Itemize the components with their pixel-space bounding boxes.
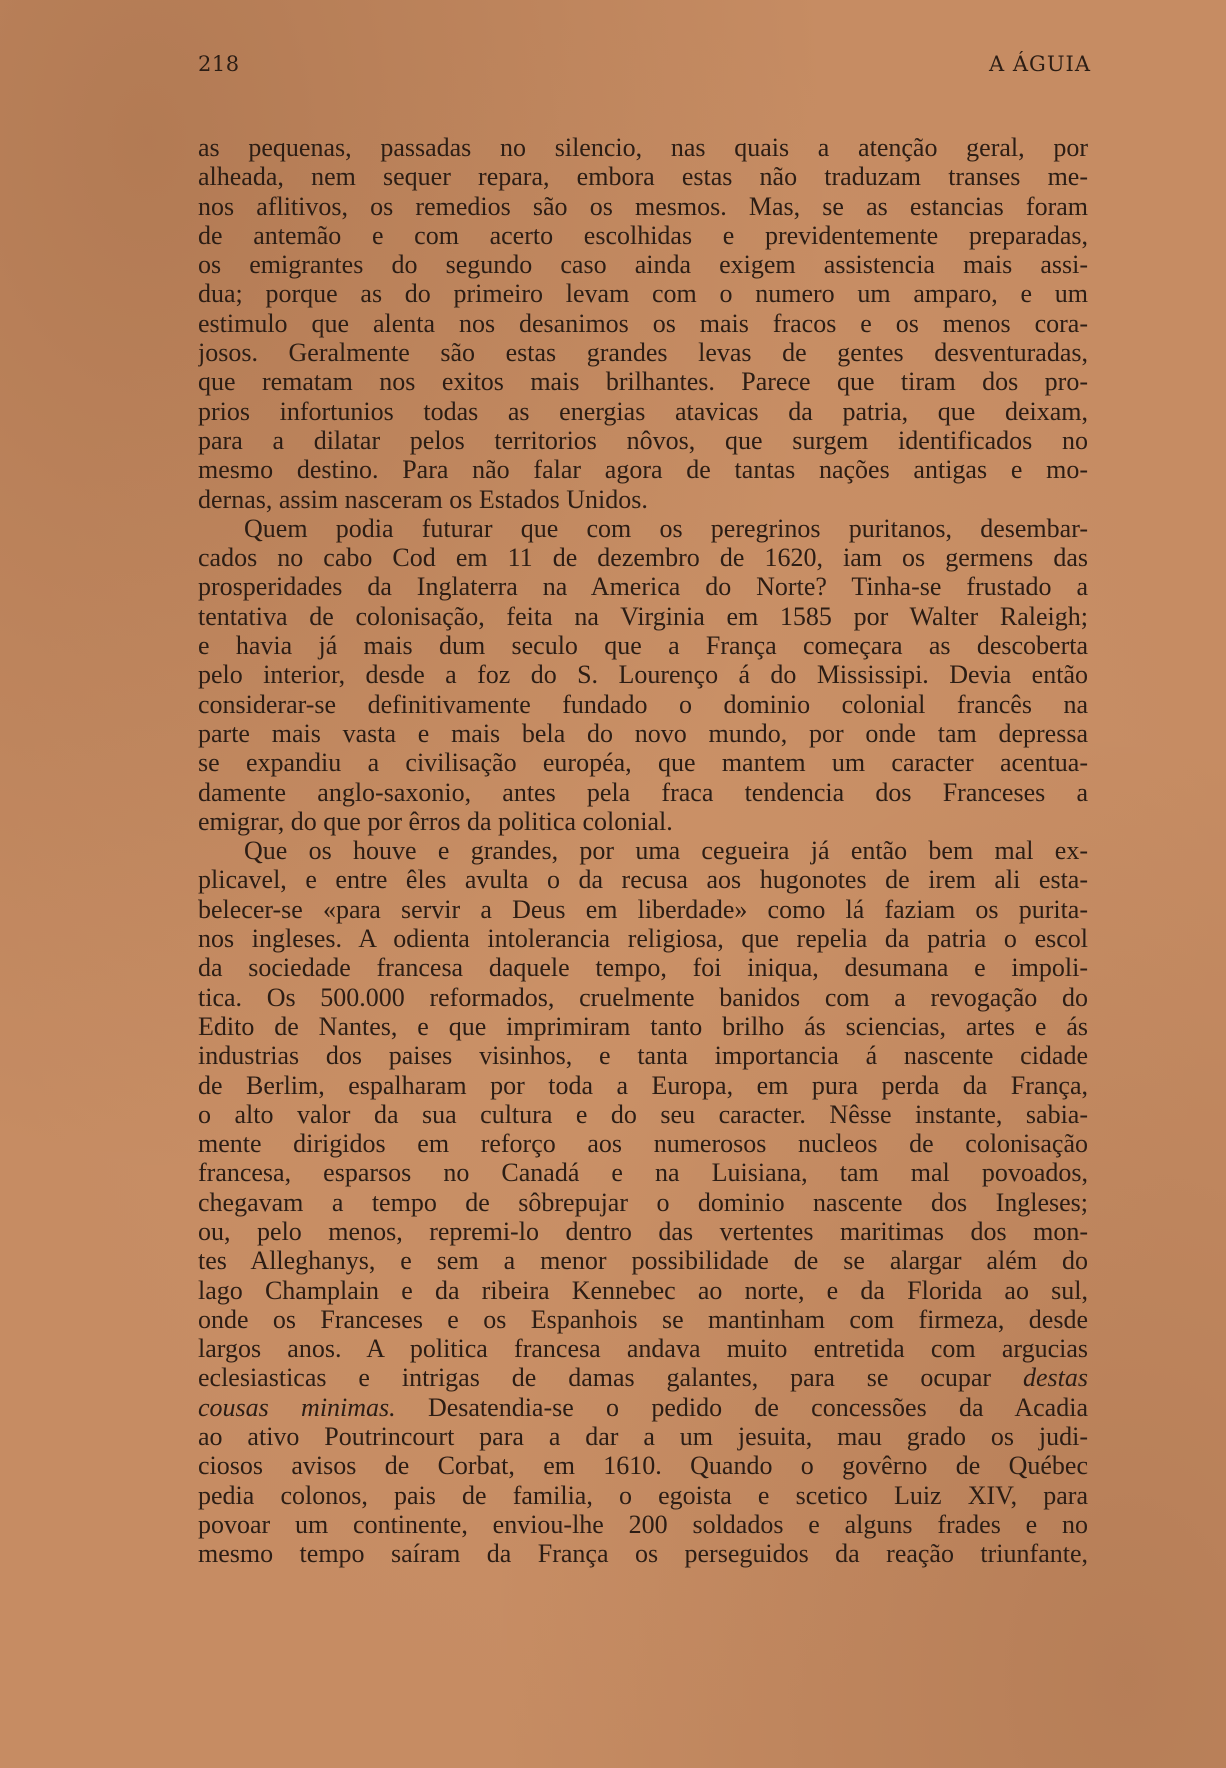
text-line: cados no cabo Cod em 11 de dezembro de 1620, iam os germens das bbox=[198, 543, 1088, 573]
text-line: emigrar, do que por êrros da politica colonial. bbox=[198, 806, 673, 836]
italic-phrase: destas bbox=[1023, 1363, 1088, 1393]
text-line: tica. Os 500.000 reformados, cruelmente banidos com a revogação do bbox=[198, 982, 1088, 1012]
text-line: povoar um continente, enviou-lhe 200 soldados e alguns frades e no bbox=[198, 1509, 1088, 1539]
text-line: mesmo tempo saíram da França os perseguidos da reação triunfante, bbox=[198, 1539, 1088, 1569]
text-line: plicavel, e entre êles avulta o da recusa aos hugonotes de irem ali esta- bbox=[198, 865, 1088, 895]
italic-phrase: cousas minimas. bbox=[198, 1392, 396, 1422]
text-line: prios infortunios todas as energias atavicas da patria, que deixam, bbox=[198, 396, 1088, 426]
text-line: considerar-se definitivamente fundado o dominio colonial francês na bbox=[198, 689, 1088, 719]
text-line: Quem podia futurar que com os peregrinos puritanos, desembar- bbox=[244, 513, 1088, 543]
page-number: 218 bbox=[198, 52, 240, 76]
text-line: e havia já mais dum seculo que a França começara as descoberta bbox=[198, 631, 1088, 661]
text-line: tes Alleghanys, e sem a menor possibilidade de se alargar além do bbox=[198, 1246, 1088, 1276]
text-line: mesmo destino. Para não falar agora de tantas nações antigas e mo- bbox=[198, 455, 1088, 485]
text-line: industrias dos paises visinhos, e tanta importancia á nascente cidade bbox=[198, 1041, 1088, 1071]
text-line: chegavam a tempo de sôbrepujar o dominio nascente dos Ingleses; bbox=[198, 1187, 1088, 1217]
text-line: josos. Geralmente são estas grandes levas de gentes desventuradas, bbox=[198, 338, 1088, 368]
text-line: da sociedade francesa daquele tempo, foi iniqua, desumana e impoli- bbox=[198, 953, 1088, 983]
body-text bbox=[198, 133, 1088, 1569]
text-line: francesa, esparsos no Canadá e na Luisiana, tam mal povoados, bbox=[198, 1158, 1088, 1188]
text-line bbox=[198, 1393, 1088, 1422]
text-line: o alto valor da sua cultura e do seu caracter. Nêsse instante, sabia- bbox=[198, 1099, 1088, 1129]
text-line: lago Champlain e da ribeira Kennebec ao norte, e da Florida ao sul, bbox=[198, 1275, 1088, 1305]
text-line: pelo interior, desde a foz do S. Lourenço á do Mississipi. Devia então bbox=[198, 660, 1088, 690]
text-line: nos aflitivos, os remedios são os mesmos. Mas, se as estancias foram bbox=[198, 191, 1088, 221]
running-head: A ÁGUIA bbox=[989, 52, 1091, 76]
text-line: dua; porque as do primeiro levam com o numero um amparo, e um bbox=[198, 279, 1088, 309]
text-line: ou, pelo menos, repremi-lo dentro das vertentes maritimas dos mon- bbox=[198, 1216, 1088, 1246]
text-line: nos ingleses. A odienta intolerancia religiosa, que repelia da patria o escol bbox=[198, 924, 1088, 954]
text-line: mente dirigidos em reforço aos numerosos nucleos de colonisação bbox=[198, 1129, 1088, 1159]
text-line: largos anos. A politica francesa andava muito entretida com argucias bbox=[198, 1334, 1088, 1364]
text-line: para a dilatar pelos territorios nôvos, que surgem identificados no bbox=[198, 425, 1088, 455]
text-line: belecer-se «para servir a Deus em liberdade» como lá faziam os purita- bbox=[198, 894, 1088, 924]
text-line: dernas, assim nasceram os Estados Unidos. bbox=[198, 484, 648, 514]
text-line: de antemão e com acerto escolhidas e previdentemente preparadas, bbox=[198, 220, 1088, 250]
text-line: os emigrantes do segundo caso ainda exigem assistencia mais assi- bbox=[198, 250, 1088, 280]
text-line: de Berlim, espalharam por toda a Europa, em pura perda da França, bbox=[198, 1070, 1088, 1100]
text-line: se expandiu a civilisação européa, que mantem um caracter acentua- bbox=[198, 748, 1088, 778]
text-line: damente anglo-saxonio, antes pela fraca tendencia dos Franceses a bbox=[198, 777, 1088, 807]
text-line bbox=[198, 1363, 1088, 1392]
text-line: Que os houve e grandes, por uma cegueira já então bem mal ex- bbox=[244, 836, 1088, 866]
text-line: ao ativo Poutrincourt para a dar a um jesuita, mau grado os judi- bbox=[198, 1422, 1088, 1452]
text-line: ciosos avisos de Corbat, em 1610. Quando o govêrno de Québec bbox=[198, 1451, 1088, 1481]
text-line: tentativa de colonisação, feita na Virginia em 1585 por Walter Raleigh; bbox=[198, 601, 1088, 631]
text-line: onde os Franceses e os Espanhois se mantinham com firmeza, desde bbox=[198, 1304, 1088, 1334]
text-line: que rematam nos exitos mais brilhantes. Parece que tiram dos pro- bbox=[198, 367, 1088, 397]
text-line: Edito de Nantes, e que imprimiram tanto brilho ás sciencias, artes e ás bbox=[198, 1011, 1088, 1041]
text-line: as pequenas, passadas no silencio, nas quais a atenção geral, por bbox=[198, 133, 1088, 162]
text-line: parte mais vasta e mais bela do novo mundo, por onde tam depressa bbox=[198, 718, 1088, 748]
text-line-part: Desatendia-se o pedido de concessões da Acadia bbox=[427, 1392, 1088, 1422]
text-line: estimulo que alenta nos desanimos os mais fracos e os menos cora- bbox=[198, 308, 1088, 338]
text-line: prosperidades da Inglaterra na America do Norte? Tinha-se frustado a bbox=[198, 572, 1088, 602]
text-line: pedia colonos, pais de familia, o egoista e scetico Luiz XIV, para bbox=[198, 1480, 1088, 1510]
text-line-part: eclesiasticas e intrigas de damas galantes, para se ocupar bbox=[198, 1363, 992, 1393]
text-line: alheada, nem sequer repara, embora estas não traduzam transes me- bbox=[198, 162, 1088, 192]
